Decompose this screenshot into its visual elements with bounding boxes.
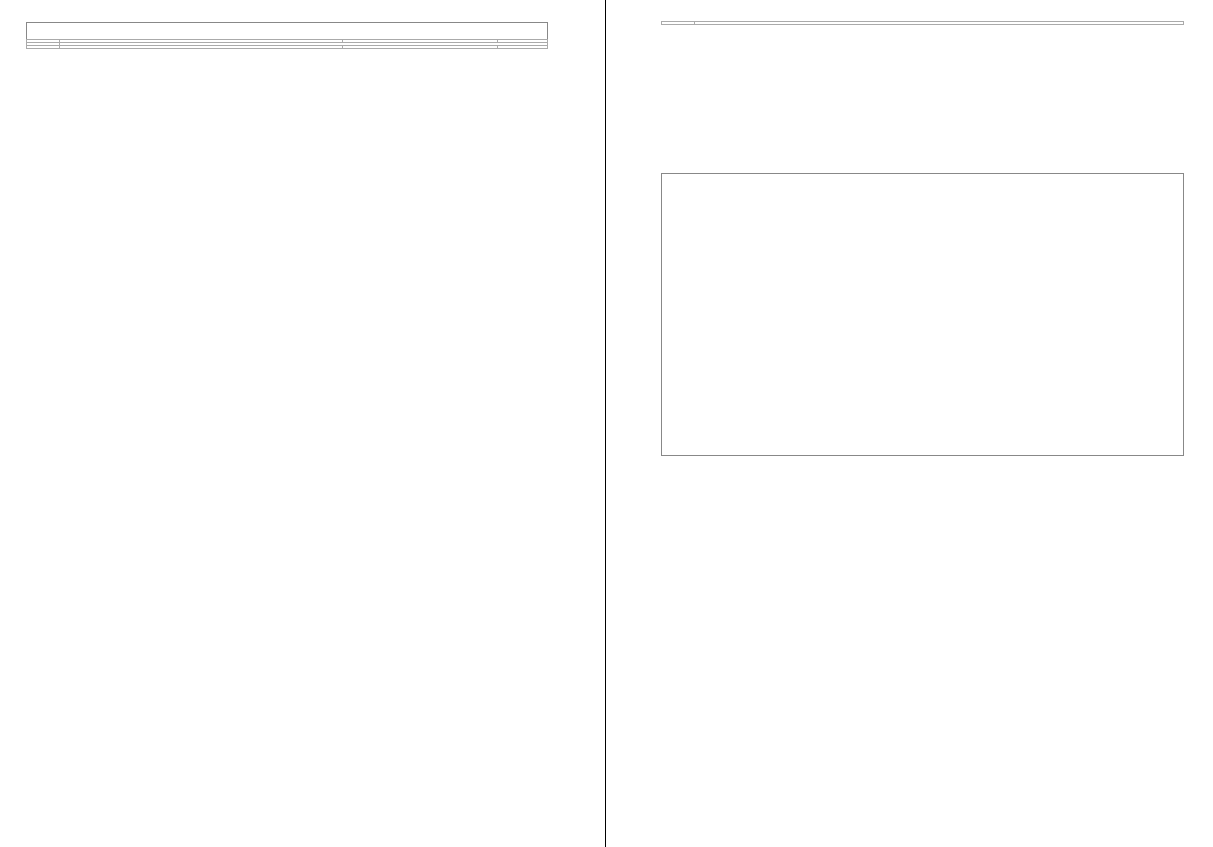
qr-code-icon	[1094, 184, 1172, 262]
table-row-26	[662, 22, 1184, 25]
row-unit	[497, 46, 547, 49]
product-data-table	[26, 39, 548, 49]
row-number	[662, 22, 695, 25]
row-value	[343, 46, 498, 49]
row-sub-cell	[59, 46, 343, 49]
page-divider	[605, 0, 606, 847]
row-parameter	[695, 22, 1184, 25]
table-row-25-i	[27, 46, 548, 49]
continuation-table	[661, 21, 1184, 25]
page-2	[661, 21, 1184, 25]
row-number	[27, 46, 60, 49]
page-1	[26, 22, 548, 49]
header-box	[26, 22, 548, 39]
